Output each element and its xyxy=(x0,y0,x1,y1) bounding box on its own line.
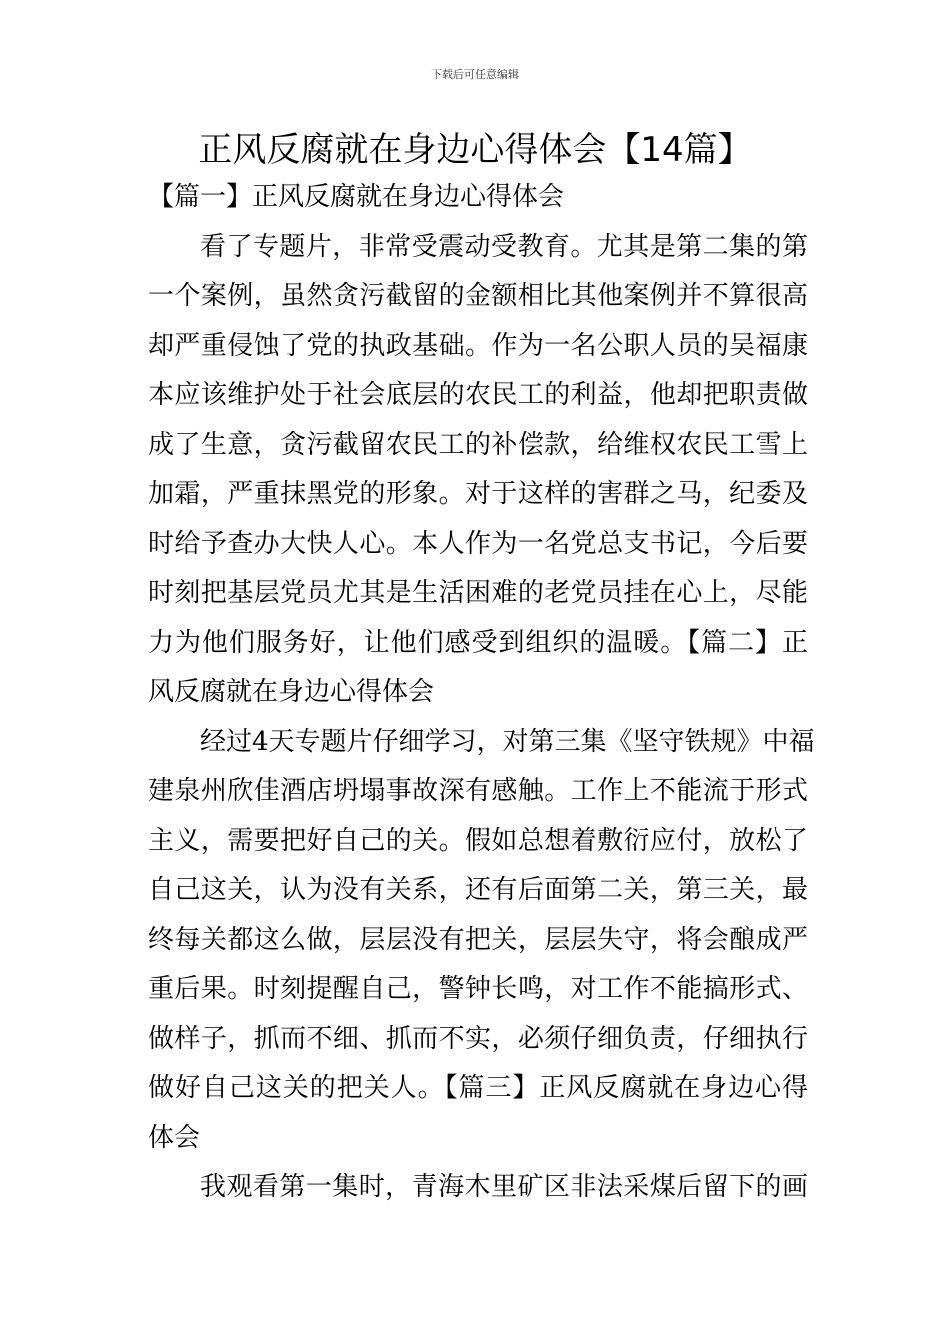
text-line: 风反腐就在身边心得体会 xyxy=(148,677,435,707)
text-line: 做样子，抓而不细、抓而不实，必须仔细负责，仔细执行 xyxy=(148,1023,808,1054)
header-note: 下载后可任意编辑 xyxy=(431,68,519,81)
text-line: 重后果。时刻提醒自己，警钟长鸣，对工作不能搞形式、 xyxy=(148,974,808,1004)
body-text xyxy=(148,173,815,1213)
text-line: 成了生意，贪污截留农民工的补偿款，给维权农民工雪上 xyxy=(148,429,808,460)
text-line: 建泉州欣佳酒店坍塌事故深有感触。工作上不能流于形式 xyxy=(148,776,808,806)
text-line: 做好自己这关的把关人。【篇三】正风反腐就在身边心得 xyxy=(148,1073,808,1103)
text-line: 时给予查办大快人心。本人作为一名党总支书记，今后要 xyxy=(148,528,808,559)
text-line: 力为他们服务好，让他们感受到组织的温暖。【篇二】正 xyxy=(148,627,808,658)
text-line: 我观看第一集时，青海木里矿区非法采煤后留下的画 xyxy=(200,1172,808,1202)
text-line: 看了专题片，非常受震动受教育。尤其是第二集的第 xyxy=(200,231,808,262)
text-line: 时刻把基层党员尤其是生活困难的老党员挂在心上，尽能 xyxy=(148,578,808,608)
document-title: 正风反腐就在身边心得体会【14篇】 xyxy=(198,130,752,170)
text-line: 【篇一】正风反腐就在身边心得体会 xyxy=(148,182,565,212)
text-line: 经过4天专题片仔细学习，对第三集《坚守铁规》中福 xyxy=(200,726,815,757)
text-line: 加霜，严重抹黑党的形象。对于这样的害群之马，纪委及 xyxy=(148,479,808,509)
text-line: 终每关都这么做，层层没有把关，层层失守，将会酿成严 xyxy=(148,924,808,955)
text-line: 本应该维护处于社会底层的农民工的利益，他却把职责做 xyxy=(148,380,808,410)
text-line: 主义，需要把好自己的关。假如总想着敷衍应付，放松了 xyxy=(148,825,808,856)
text-line: 体会 xyxy=(148,1122,201,1153)
text-line: 却严重侵蚀了党的执政基础。作为一名公职人员的吴福康 xyxy=(148,330,808,361)
text-line: 一个案例，虽然贪污截留的金额相比其他案例并不算很高 xyxy=(148,281,808,311)
text-line: 自己这关，认为没有关系，还有后面第二关，第三关，最 xyxy=(148,875,808,905)
